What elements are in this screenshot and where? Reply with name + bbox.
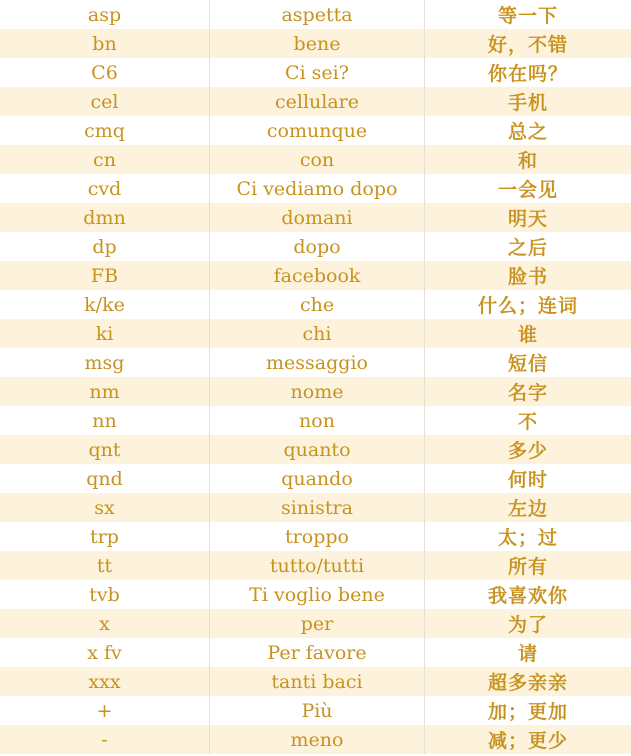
abbreviation-cell: cmq <box>0 116 210 145</box>
table-row <box>0 0 631 29</box>
abbreviation-cell: cn <box>0 145 210 174</box>
abbreviation-cell: k/ke <box>0 290 210 319</box>
italian-cell: domani <box>210 203 425 232</box>
chinese-cell: 左边 <box>507 498 548 520</box>
italian-cell: messaggio <box>210 348 425 377</box>
chinese-cell: 脸书 <box>507 266 548 288</box>
table-row <box>0 261 631 290</box>
table-row <box>0 290 631 319</box>
italian-cell: nome <box>210 377 425 406</box>
table-row <box>0 348 631 377</box>
abbreviation-cell: cel <box>0 87 210 116</box>
chinese-cell: 加；更加 <box>487 701 568 723</box>
italian-cell: Ci sei? <box>210 58 425 87</box>
abbreviation-cell: tt <box>0 551 210 580</box>
abbreviation-cell: msg <box>0 348 210 377</box>
table-row <box>0 203 631 232</box>
chinese-cell: 减；更少 <box>487 730 568 752</box>
chinese-cell: 名字 <box>507 382 548 404</box>
italian-cell: meno <box>210 725 425 754</box>
table-row <box>0 667 631 696</box>
italian-cell: Ci vediamo dopo <box>210 174 425 203</box>
chinese-cell: 之后 <box>507 237 548 259</box>
italian-cell: chi <box>210 319 425 348</box>
chinese-cell: 好，不错 <box>487 34 568 56</box>
abbreviation-cell: bn <box>0 29 210 58</box>
abbreviation-cell: qnd <box>0 464 210 493</box>
table-row <box>0 377 631 406</box>
chinese-cell: 何时 <box>507 469 548 491</box>
chinese-cell: 为了 <box>507 614 548 636</box>
abbreviation-cell: cvd <box>0 174 210 203</box>
chinese-cell: 请 <box>517 643 538 665</box>
chinese-cell: 手机 <box>507 92 548 114</box>
chinese-cell: 太；过 <box>497 527 558 549</box>
italian-cell: Ti voglio bene <box>210 580 425 609</box>
abbreviation-cell: qnt <box>0 435 210 464</box>
chinese-cell: 多少 <box>507 440 548 462</box>
abbreviation-cell: xxx <box>0 667 210 696</box>
chinese-cell: 我喜欢你 <box>487 585 568 607</box>
italian-cell: Più <box>210 696 425 725</box>
italian-cell: quanto <box>210 435 425 464</box>
abbreviation-cell: + <box>0 696 210 725</box>
italian-cell: con <box>210 145 425 174</box>
abbreviation-cell: nn <box>0 406 210 435</box>
table-row <box>0 87 631 116</box>
italian-cell: troppo <box>210 522 425 551</box>
chinese-cell: 等一下 <box>497 5 558 27</box>
table-row <box>0 58 631 87</box>
abbreviation-cell: asp <box>0 0 210 29</box>
table-row <box>0 435 631 464</box>
table-row <box>0 551 631 580</box>
abbreviation-cell: trp <box>0 522 210 551</box>
italian-cell: facebook <box>210 261 425 290</box>
italian-cell: sinistra <box>210 493 425 522</box>
italian-cell: dopo <box>210 232 425 261</box>
italian-cell: che <box>210 290 425 319</box>
italian-cell: quando <box>210 464 425 493</box>
italian-cell: non <box>210 406 425 435</box>
chinese-cell: 短信 <box>507 353 548 375</box>
italian-cell: per <box>210 609 425 638</box>
abbreviation-cell: FB <box>0 261 210 290</box>
abbreviation-cell: x fv <box>0 638 210 667</box>
table-row <box>0 580 631 609</box>
abbreviation-cell: tvb <box>0 580 210 609</box>
table-row <box>0 116 631 145</box>
table-row <box>0 145 631 174</box>
table-row <box>0 696 631 725</box>
table-row <box>0 464 631 493</box>
table-row <box>0 29 631 58</box>
italian-cell: tutto/tutti <box>210 551 425 580</box>
chinese-cell: 一会见 <box>497 179 558 201</box>
table-row <box>0 174 631 203</box>
chinese-cell: 所有 <box>507 556 548 578</box>
abbreviation-cell: dp <box>0 232 210 261</box>
table-row <box>0 406 631 435</box>
italian-cell: comunque <box>210 116 425 145</box>
abbreviation-cell: x <box>0 609 210 638</box>
abbreviation-cell: ki <box>0 319 210 348</box>
table-row <box>0 493 631 522</box>
italian-cell: cellulare <box>210 87 425 116</box>
table-row <box>0 609 631 638</box>
italian-cell: aspetta <box>210 0 425 29</box>
abbreviation-cell: - <box>0 725 210 754</box>
chinese-cell: 谁 <box>517 324 538 346</box>
italian-cell: Per favore <box>210 638 425 667</box>
italian-cell: bene <box>210 29 425 58</box>
abbreviation-cell: nm <box>0 377 210 406</box>
chinese-cell: 明天 <box>507 208 548 230</box>
italian-cell: tanti baci <box>210 667 425 696</box>
table-row <box>0 725 631 754</box>
table-row <box>0 638 631 667</box>
chinese-cell: 你在吗？ <box>487 63 568 85</box>
abbreviation-cell: dmn <box>0 203 210 232</box>
chinese-cell: 不 <box>517 411 538 433</box>
chinese-cell: 总之 <box>507 121 548 143</box>
table-row <box>0 232 631 261</box>
table-row <box>0 319 631 348</box>
abbreviation-cell: sx <box>0 493 210 522</box>
table-row <box>0 522 631 551</box>
chinese-cell: 什么；连词 <box>477 295 578 317</box>
abbreviation-cell: C6 <box>0 58 210 87</box>
chinese-cell: 和 <box>517 150 538 172</box>
chinese-cell: 超多亲亲 <box>487 672 568 694</box>
